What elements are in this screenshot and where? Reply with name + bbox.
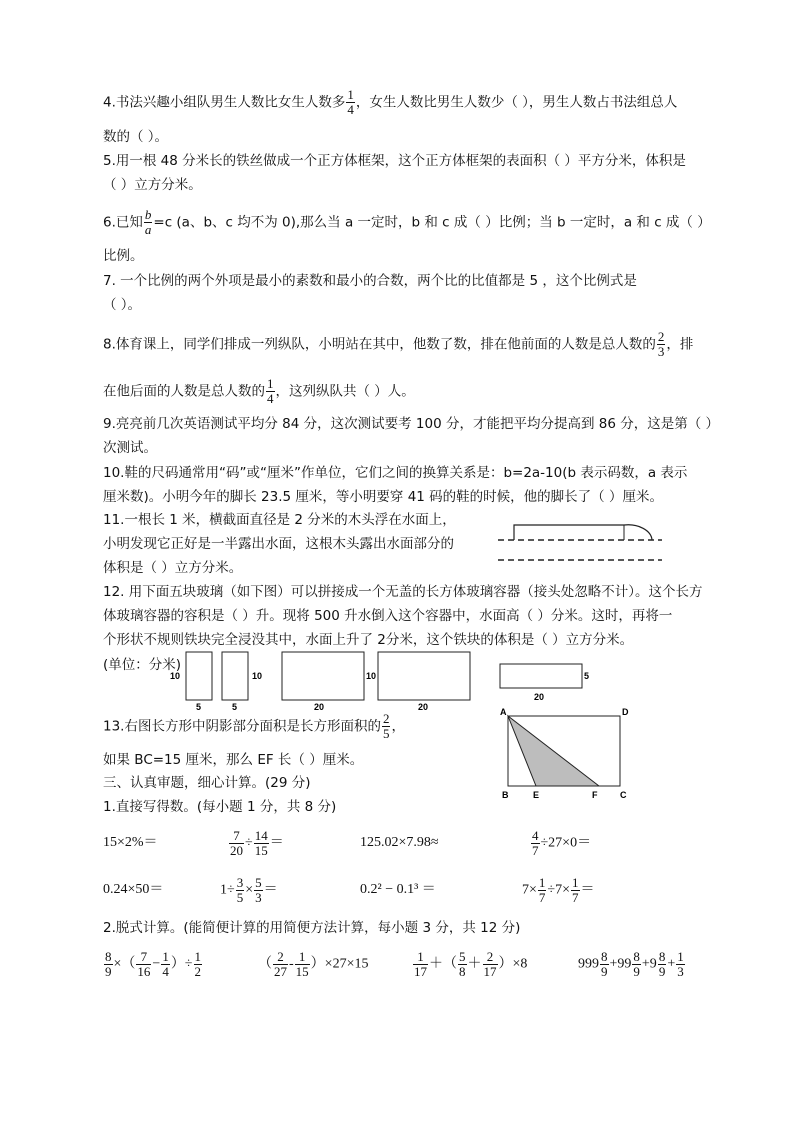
q8-text-c: 在他后面的人数是总人数的 xyxy=(103,383,265,400)
question-8-line-1 xyxy=(103,330,693,359)
frac-den: 2 xyxy=(194,964,201,979)
question-5-line-1: 5.用一根 48 分米长的铁丝做成一个正方体框架，这个正方体框架的表面积（ ）平方分米，体积是 xyxy=(103,153,686,169)
frac-den: 3 xyxy=(255,890,262,905)
frac xyxy=(136,950,151,979)
frac-den: 7 xyxy=(538,890,546,905)
label-d: D xyxy=(622,707,629,717)
calc-1b xyxy=(228,829,284,858)
subsection-2-heading: 2.脱式计算。(能简便计算的用简便方法计算，每小题 3 分，共 12 分) xyxy=(103,920,521,936)
question-10-line-2: 厘米数)。小明今年的脚长 23.5 厘米，等小明要穿 41 码的鞋的时候，他的脚长了（ ）厘米。 xyxy=(103,489,663,505)
frac xyxy=(254,829,269,858)
frac-num: 8 xyxy=(658,949,666,964)
shaded-triangle xyxy=(508,716,599,786)
frac-den: 9 xyxy=(601,964,608,979)
frac xyxy=(229,829,244,858)
q6-text-a: 6.已知 xyxy=(103,214,143,231)
question-8-line-2 xyxy=(103,377,415,406)
fraction-two-thirds xyxy=(657,330,666,359)
fraction-two-fifths xyxy=(382,712,391,741)
panel-1-height: 10 xyxy=(170,671,181,681)
panel-5-height: 5 xyxy=(584,671,590,681)
frac-num: 14 xyxy=(254,828,268,843)
eq: ＝ xyxy=(580,882,595,898)
frac-num: 3 xyxy=(236,875,244,890)
question-6-line-2: 比例。 xyxy=(103,248,144,264)
frac xyxy=(194,950,203,979)
log-outline xyxy=(514,525,652,540)
frac xyxy=(658,950,667,979)
frac-num: 5 xyxy=(255,875,262,890)
question-5-line-2: （ ）立方分米。 xyxy=(103,177,202,193)
frac-num: 1 xyxy=(347,87,354,102)
floating-log-figure xyxy=(494,518,666,568)
question-7-line-2: （ ）。 xyxy=(103,297,142,313)
panel-3-width: 20 xyxy=(314,702,325,712)
frac-num: 1 xyxy=(417,949,424,964)
frac-den: 16 xyxy=(137,964,151,979)
rectangle-shaded-triangle-figure xyxy=(496,704,636,802)
op: - xyxy=(289,956,294,972)
eq: ＝ xyxy=(263,882,278,898)
whole: 999 xyxy=(578,956,599,972)
q4-text-a: 4.书法兴趣小组队男生人数比女生人数多 xyxy=(103,94,346,111)
calc-1h xyxy=(522,876,595,905)
op: − xyxy=(152,956,161,972)
frac-num: 1 xyxy=(298,949,306,964)
pre: 7× xyxy=(522,882,537,898)
q8-text-b: ，排 xyxy=(666,336,694,353)
op: ＋ xyxy=(467,956,482,972)
frac-num: 1 xyxy=(572,875,579,890)
panel-5-width: 20 xyxy=(534,692,545,702)
q4-text-b: ，女生人数比男生人数少（ ），男生人数占书法组总人 xyxy=(355,94,678,111)
op: ÷ xyxy=(245,835,253,851)
frac-num: 8 xyxy=(105,949,112,964)
frac xyxy=(161,950,170,979)
question-11-line-3: 体积是（ ）立方分米。 xyxy=(103,560,243,576)
calc-2d xyxy=(578,950,686,979)
calc-2b xyxy=(258,950,368,979)
frac xyxy=(413,950,428,979)
fraction-one-quarter xyxy=(346,88,355,117)
whole: +9 xyxy=(641,956,657,972)
rest: ）×8 xyxy=(498,956,528,972)
frac-num: 2 xyxy=(486,949,494,964)
unit-label: (单位：分米) xyxy=(103,657,182,673)
question-4-line-2: 数的（ ）。 xyxy=(103,129,169,145)
panel-4-width: 20 xyxy=(418,702,429,712)
frac xyxy=(483,950,498,979)
op: ＋（ xyxy=(429,956,457,972)
frac-num: 4 xyxy=(532,828,539,843)
eq: ＝ xyxy=(269,835,284,851)
fraction-b-over-a xyxy=(144,208,153,237)
frac xyxy=(104,950,113,979)
label-a: A xyxy=(500,707,507,717)
frac-den: 5 xyxy=(236,890,244,905)
question-12-line-3: 个形状不规则铁块完全浸没其中，水面上升了 2分米，这个铁块的体积是（ ）立方分米。 xyxy=(103,632,634,648)
question-9-line-2: 次测试。 xyxy=(103,440,157,456)
frac-num: 8 xyxy=(633,949,640,964)
section-3-heading: 三、认真审题，细心计算。(29 分) xyxy=(103,775,311,791)
whole: +99 xyxy=(609,956,632,972)
fraction-one-quarter-2 xyxy=(266,377,275,406)
question-13-line-1 xyxy=(103,712,405,741)
q6-text-b: =c (a、b、c 均不为 0),那么当 a 一定时，b 和 c 成（ ）比例；当 b 一定时，a 和 c 成（ ） xyxy=(153,214,711,231)
frac-den: 5 xyxy=(382,726,390,741)
rest: ）×27×15 xyxy=(310,956,369,972)
frac-num: 7 xyxy=(140,949,148,964)
frac-num: 2 xyxy=(382,711,390,726)
calc-1e: 0.24×50＝ xyxy=(103,882,164,897)
frac-den: 9 xyxy=(633,964,640,979)
frac-num: 1 xyxy=(538,875,546,890)
glass-panel-1 xyxy=(186,652,212,700)
question-7-line-1: 7. 一个比例的两个外项是最小的素数和最小的合数，两个比的比值都是 5 ，这个比例式是 xyxy=(103,273,637,289)
calc-1a: 15×2%＝ xyxy=(103,835,158,850)
question-9-line-1: 9.亮亮前几次英语测试平均分 84 分，这次测试要考 100 分，才能把平均分提高到 86 分，这是第（ ） xyxy=(103,416,720,432)
frac xyxy=(458,950,467,979)
panel-2-height: 10 xyxy=(252,671,263,681)
frac xyxy=(236,876,245,905)
frac xyxy=(531,829,540,858)
frac-den: 4 xyxy=(347,102,354,117)
frac-num: 8 xyxy=(601,949,608,964)
close: ）÷ xyxy=(170,956,193,972)
open: （ xyxy=(258,956,272,972)
frac-den: 4 xyxy=(162,964,169,979)
frac-den: 9 xyxy=(658,964,666,979)
frac-num: 1 xyxy=(162,949,169,964)
calc-1g: 0.2² − 0.1³ ＝ xyxy=(360,882,436,897)
glass-panel-2 xyxy=(222,652,248,700)
label-c: C xyxy=(620,790,627,800)
calc-2a xyxy=(103,950,203,979)
calc-1d xyxy=(530,829,591,858)
mid: ÷7× xyxy=(547,882,570,898)
frac-num: 1 xyxy=(677,949,684,964)
pre: 1÷ xyxy=(220,882,235,898)
frac-den: 4 xyxy=(267,391,274,406)
frac-den: 7 xyxy=(532,843,539,858)
mid: ×（ xyxy=(113,956,136,972)
frac-den: 15 xyxy=(295,964,309,979)
question-13-line-2: 如果 BC=15 厘米，那么 EF 长（ ）厘米。 xyxy=(103,752,364,768)
question-6-line-1 xyxy=(103,208,711,237)
frac xyxy=(676,950,685,979)
frac xyxy=(254,876,263,905)
frac xyxy=(538,876,547,905)
frac-num: 2 xyxy=(277,949,284,964)
question-4-line-1 xyxy=(103,88,677,117)
label-e: E xyxy=(533,790,540,800)
question-12-line-1: 12. 用下面五块玻璃（如下图）可以拼接成一个无盖的长方体玻璃容器（接头处忽略不计）。这个长方 xyxy=(103,584,703,600)
frac-num: 1 xyxy=(267,376,274,391)
label-f: F xyxy=(592,790,598,800)
frac-den: 9 xyxy=(105,964,112,979)
rest: ÷27×0＝ xyxy=(540,835,592,851)
frac-num: 1 xyxy=(194,949,201,964)
question-10-line-1: 10.鞋的尺码通常用“码”或“厘米”作单位，它们之间的换算关系是：b=2a-10(b 表示码数，a 表示 xyxy=(103,465,688,481)
label-b: B xyxy=(502,790,509,800)
frac-num: 7 xyxy=(233,828,240,843)
question-12-line-2: 体玻璃容器的容积是（ ）升。现将 500 升水倒入这个容器中，水面高（ ）分米。这时，再将一 xyxy=(103,608,673,624)
op: + xyxy=(667,956,676,972)
frac xyxy=(632,950,641,979)
frac xyxy=(273,950,288,979)
frac-den: 17 xyxy=(414,964,427,979)
frac-num: 2 xyxy=(657,329,665,344)
question-11-line-2: 小明发现它正好是一半露出水面，这根木头露出水面部分的 xyxy=(103,536,454,552)
op: × xyxy=(245,882,254,898)
calc-1c: 125.02×7.98≈ xyxy=(360,835,439,850)
q13-text-a: 13.右图长方形中阴影部分面积是长方形面积的 xyxy=(103,718,381,735)
frac-den: 20 xyxy=(230,843,243,858)
calc-2c xyxy=(412,950,527,979)
glass-panel-5 xyxy=(500,664,582,688)
frac-den: 8 xyxy=(459,964,466,979)
frac-den: 7 xyxy=(572,890,579,905)
subsection-1-heading: 1.直接写得数。(每小题 1 分，共 8 分) xyxy=(103,799,337,815)
frac xyxy=(600,950,609,979)
panel-2-width: 5 xyxy=(232,702,238,712)
frac-num: b xyxy=(144,207,152,222)
frac xyxy=(295,950,310,979)
question-11-line-1: 11.一根长 1 米，横截面直径是 2 分米的木头浮在水面上， xyxy=(103,512,456,528)
frac-num: 5 xyxy=(459,949,466,964)
panel-1-width: 5 xyxy=(196,702,202,712)
q8-text-d: ，这列纵队共（ ）人。 xyxy=(275,383,415,400)
frac-den: 3 xyxy=(677,964,684,979)
q8-text-a: 8.体育课上，同学们排成一列纵队，小明站在其中，他数了数，排在他前面的人数是总人数的 xyxy=(103,336,656,353)
frac-den: 3 xyxy=(657,344,665,359)
frac-den: 17 xyxy=(483,964,497,979)
panel-3-height: 10 xyxy=(366,671,377,681)
frac-den: 27 xyxy=(274,964,287,979)
frac-den: a xyxy=(144,222,152,237)
q13-text-b: ， xyxy=(391,718,405,735)
glass-panel-4 xyxy=(378,652,470,700)
glass-panel-3 xyxy=(282,652,364,700)
calc-1f xyxy=(220,876,278,905)
frac-den: 15 xyxy=(254,843,268,858)
frac xyxy=(571,876,580,905)
